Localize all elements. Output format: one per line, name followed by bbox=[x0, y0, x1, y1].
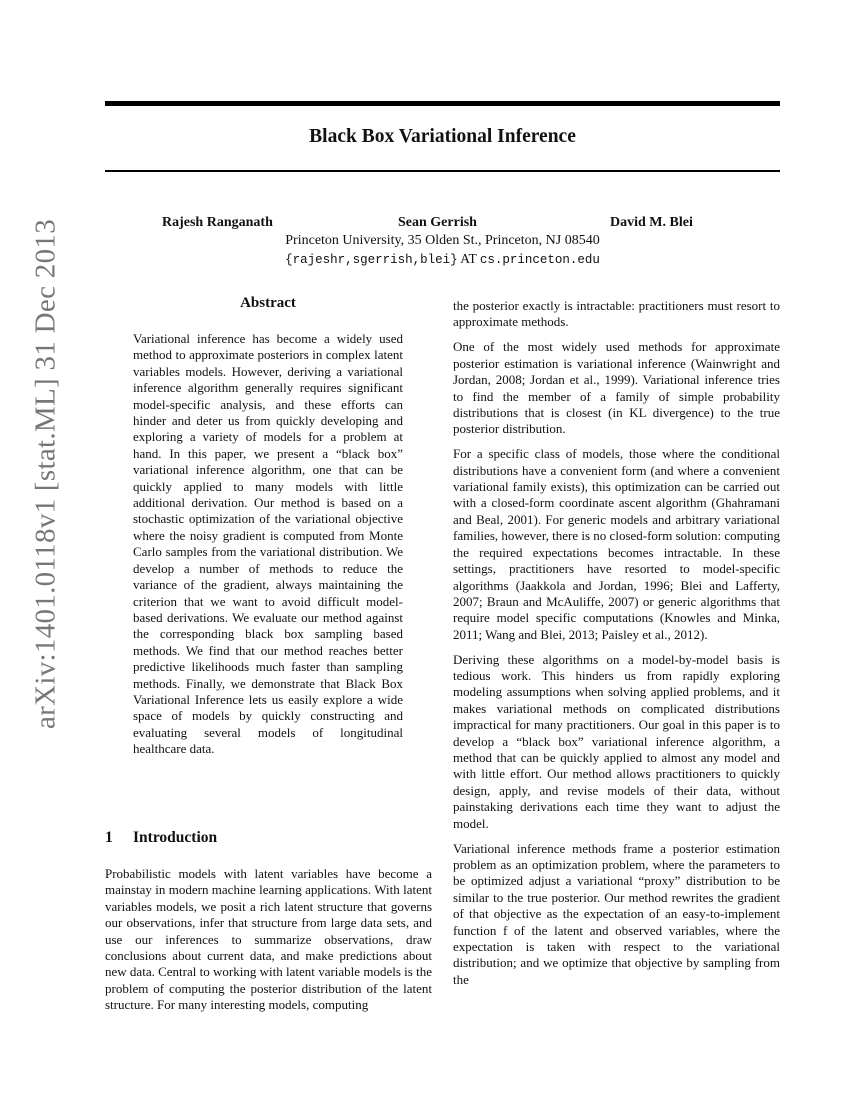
paper-title: Black Box Variational Inference bbox=[309, 126, 576, 147]
author-emails bbox=[105, 251, 780, 267]
right-paragraph-3: For a specific class of models, those where the conditional distributions have a convenient form (and where a convenient variational family exists), this optimization can be carried out with a closed-form coordinate ascent algorithm (Ghahramani and Beal, 2001). For generic models and arbitrary variational families, however, there is no closed-form solution: computing the required expectations becomes intractable. In these settings, practitioners have resorted to model-specific algorithms (Jaakkola and Jordan, 1996; Blei and Lafferty, 2007; Braun and McAuliffe, 2007) or generic algorithms that require model specific computations (Knowles and Minka, 2011; Wang and Blei, 2013; Paisley et al., 2012). bbox=[453, 446, 780, 642]
author-1: Rajesh Ranganath bbox=[162, 215, 273, 230]
right-paragraph-1: the posterior exactly is intractable: practitioners must resort to approximate methods. bbox=[453, 298, 780, 330]
email-at: AT bbox=[460, 251, 477, 266]
section-number: 1 bbox=[105, 829, 113, 846]
arxiv-stamp: arXiv:1401.0118v1 [stat.ML] 31 Dec 2013 bbox=[29, 219, 62, 729]
right-paragraph-4: Deriving these algorithms on a model-by-model basis is tedious work. This hinders us from rapidly exploring modeling assumptions when solving applied problems, and it makes variational methods on complicated distributions impractical for many practitioners. Our goal in this paper is to develop a “black box” variational inference algorithm, a method that can be quickly applied to almost any model and with little effort. Our method allows practitioners to quickly design, apply, and revise models of their data, without painstaking derivations each time they want to adjust the model. bbox=[453, 651, 780, 831]
abstract-heading: Abstract bbox=[240, 295, 296, 311]
title-rule bbox=[105, 170, 780, 172]
right-column bbox=[453, 298, 780, 997]
email-domain: cs.princeton.edu bbox=[479, 253, 600, 267]
right-paragraph-2: One of the most widely used methods for approximate posterior estimation is variational inference (Wainwright and Jordan, 2008; Jordan et al., 1999). Variational inference tries to find the member of a family of simple probability distributions that is closest (in KL divergence) to the true posterior distribution. bbox=[453, 339, 780, 437]
email-users: {rajeshr,sgerrish,blei} bbox=[285, 253, 458, 267]
affiliation: Princeton University, 35 Olden St., Princeton, NJ 08540 bbox=[285, 233, 600, 248]
top-rule bbox=[105, 101, 780, 106]
author-3: David M. Blei bbox=[610, 215, 693, 230]
abstract-text: Variational inference has become a widely used method to approximate posteriors in complex latent variables models. However, deriving a variational inference algorithm generally requires significant model-specific analysis, and these efforts can hinder and deter us from quickly developing and exploring a variety of models for a problem at hand. In this paper, we present a “black box” variational inference algorithm, one that can be quickly applied to many models with little additional derivation. Our method is based on a stochastic optimization of the variational objective where the noisy gradient is computed from Monte Carlo samples from the variational distribution. We develop a number of methods to reduce the variance of the gradient, always maintaining the criterion that we want to avoid difficult model-based derivations. We evaluate our method against the corresponding black box sampling based methods. We find that our method reaches better predictive likelihoods much faster than sampling methods. Finally, we demonstrate that Black Box Variational Inference lets us easily explore a wide space of models by quickly constructing and evaluating several models of longitudinal healthcare data. bbox=[133, 331, 403, 757]
section-title: Introduction bbox=[133, 829, 218, 846]
author-2: Sean Gerrish bbox=[398, 215, 477, 230]
right-paragraph-5: Variational inference methods frame a posterior estimation problem as an optimization problem, where the parameters to be optimized adjust a variational “proxy” distribution to be similar to the true posterior. Our method rewrites the gradient of that objective as the expectation of an easy-to-implement function f of the latent and observed variables, where the expectation is taken with respect to the variational distribution; and we optimize that objective by sampling from the bbox=[453, 840, 780, 987]
section-heading-introduction bbox=[105, 829, 217, 847]
intro-paragraph-1: Probabilistic models with latent variables have become a mainstay in modern machine learning applications. With latent variables models, we posit a rich latent structure that governs our observations, infer that structure from large data sets, and use our inferences to summarize observations, draw conclusions about current data, and make predictions about new data. Central to working with latent variable models is the problem of computing the posterior distribution of the latent structure. For many interesting models, computing bbox=[105, 866, 432, 1013]
